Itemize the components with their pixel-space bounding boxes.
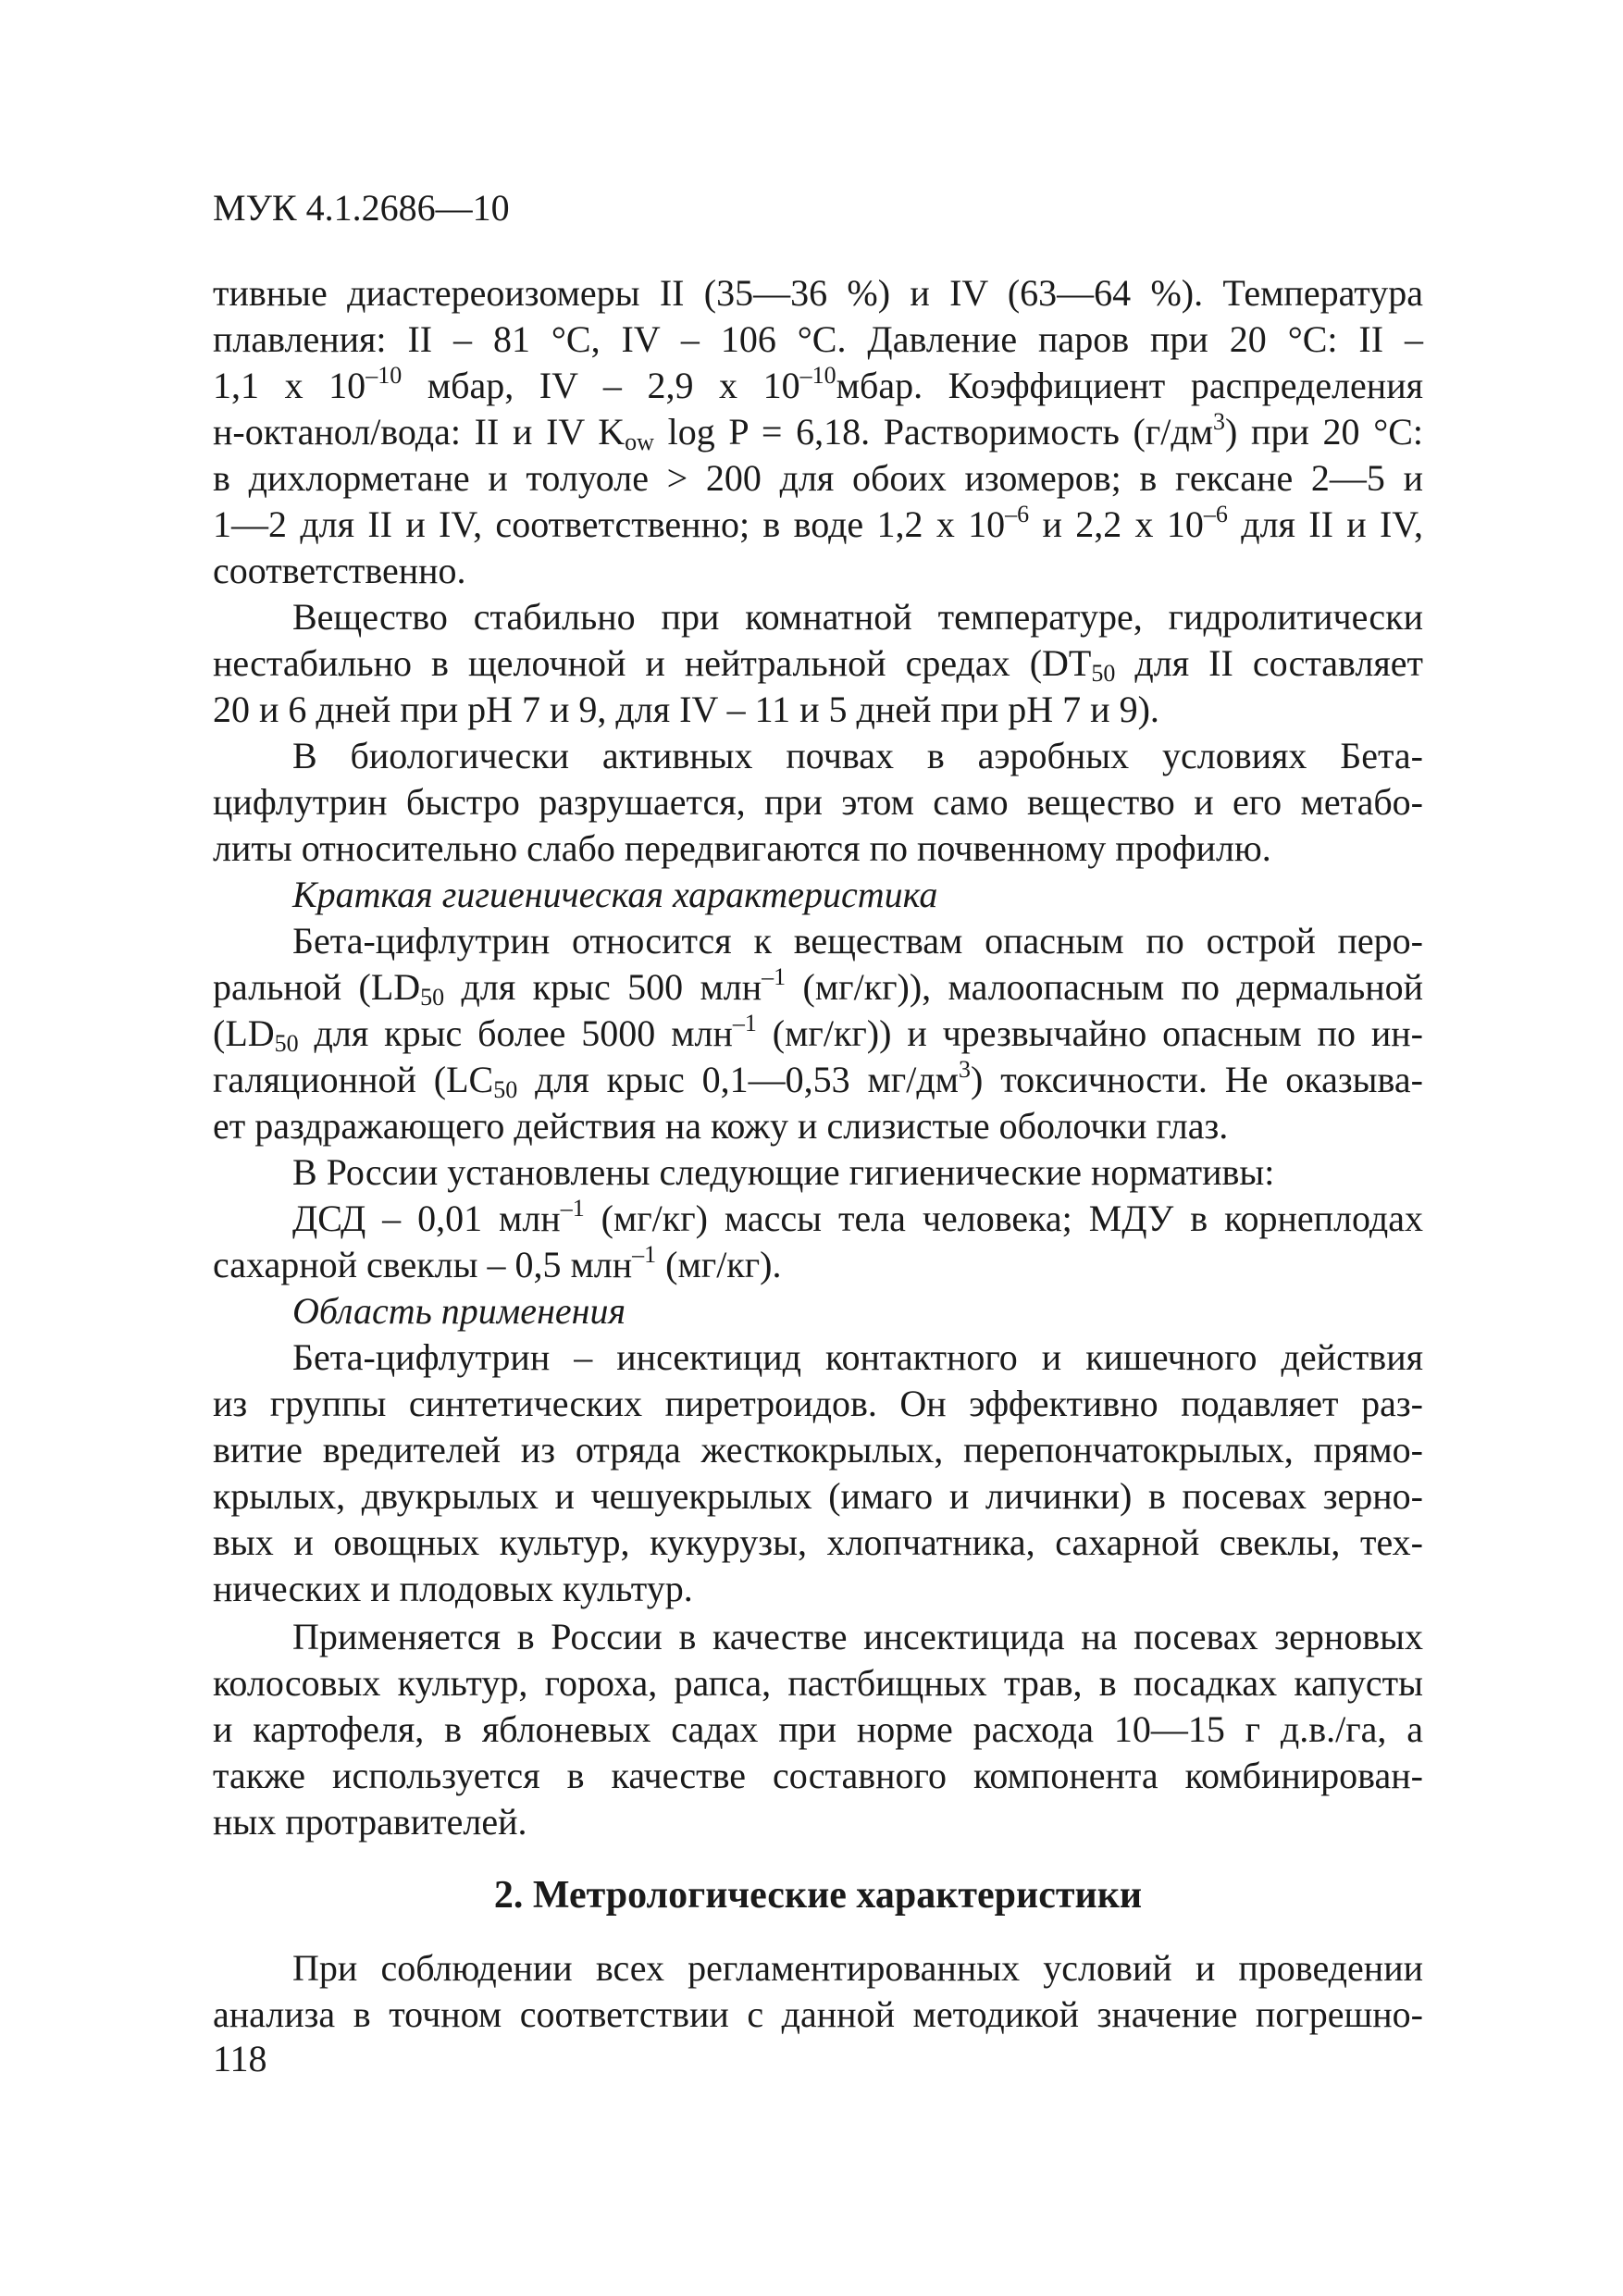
text-line: крылых, двукрылых и чешуекрылых (имаго и личинки) в посевах зерно- xyxy=(213,1475,1423,1517)
text-line: ДСД – 0,01 млн$^{-1}$ (мг/кг) массы тела человека; МДУ в корнеплодах xyxy=(292,1195,1423,1239)
text-line: тивные диастереоизомеры II (35—36 %) и IV (63—64 %). Температура xyxy=(213,272,1423,314)
text-line: анализа в точном соответствии с данной методикой значение погрешно- xyxy=(213,1993,1423,2035)
text-line: ных протравителей. xyxy=(213,1801,527,1843)
text-line: сахарной свеклы – 0,5 млн$^{-1}$ (мг/кг). xyxy=(213,1241,782,1285)
paragraph-isomer-properties xyxy=(213,270,1423,594)
subheading-hygienic-characteristics: Краткая гигиеническая характеристика xyxy=(292,874,938,915)
page-number: 118 xyxy=(213,2038,267,2079)
text-line: колосовых культур, гороха, рапса, пастбищных трав, в посадках капусты xyxy=(213,1662,1423,1704)
text-line: нических и плодовых культур. xyxy=(213,1568,693,1609)
paragraph-soil-behavior xyxy=(213,733,1423,872)
text-line: 1—2 для II и IV, соответственно; в воде 1,2 x $10^{-6}$ и 2,2 x $10^{-6}$ для II и IV, xyxy=(213,501,1424,545)
text-line: н-октанол/вода: II и IV $K_{ow}$ log P = 6,18. Растворимость $(г/дм^3)$ при 20 °С: xyxy=(213,408,1424,455)
text-line: цифлутрин быстро разрушается, при этом само вещество и его метабо- xyxy=(213,781,1423,823)
text-line: 1,1 x $10^{-10}$ мбар, IV – 2,9 x $10^{-10}мбар$. Коэффициент распределения xyxy=(213,362,1424,406)
paragraph-usage-russia xyxy=(213,1614,1423,1845)
text-line: Вещество стабильно при комнатной температуре, гидролитически xyxy=(292,596,1423,638)
text-line: В России установлены следующие гигиенические нормативы: xyxy=(292,1151,1275,1193)
text-line: ет раздражающего действия на кожу и слизистые оболочки глаз. xyxy=(213,1105,1229,1147)
text-line: вых и овощных культур, кукурузы, хлопчатника, сахарной свеклы, тех- xyxy=(213,1521,1423,1563)
text-line: Применяется в России в качестве инсектицида на посевах зерновых xyxy=(292,1616,1423,1657)
document-body xyxy=(213,270,1423,2038)
paragraph-norms-values xyxy=(213,1196,1423,1288)
text-line: 20 и 6 дней при pH 7 и 9, для IV – 11 и 5 дней при pH 7 и 9). xyxy=(213,689,1159,730)
text-line: также используется в качестве составного компонента комбинирован- xyxy=(213,1755,1423,1796)
text-line: Бета-цифлутрин относится к веществам опасным по острой перо- xyxy=(292,920,1423,962)
text-line: витие вредителей из отряда жесткокрылых, перепончатокрылых, прямо- xyxy=(213,1429,1423,1471)
paragraph-norms-intro xyxy=(213,1149,1423,1196)
paragraph-toxicity xyxy=(213,918,1423,1149)
text-line: плавления: II – 81 °С, IV – 106 °С. Давление паров при 20 °С: II – xyxy=(213,318,1423,360)
text-line: ральной ($LD_{50}$ для крыс 500 млн$^{-1}$ (мг/кг)), малоопасным по дермальной xyxy=(213,963,1424,1011)
document-code-header: МУК 4.1.2686—10 xyxy=(213,187,510,229)
text-line: Бета-цифлутрин – инсектицид контактного и кишечного действия xyxy=(292,1336,1423,1378)
subheading-scope: Область применения xyxy=(292,1290,626,1332)
text-line: нестабильно в щелочной и нейтральной средах ($DT_{50}$ для II составляет xyxy=(213,642,1424,687)
text-line: из группы синтетических пиретроидов. Он эффективно подавляет раз- xyxy=(213,1383,1423,1424)
text-line: соответственно. xyxy=(213,550,466,591)
text-line: и картофеля, в яблоневых садах при норме расхода 10—15 г д.в./га, а xyxy=(213,1708,1423,1750)
paragraph-stability xyxy=(213,594,1423,733)
text-line: в дихлорметане и толуоле > 200 для обоих изомеров; в гексане 2—5 и xyxy=(213,457,1423,499)
text-line: литы относительно слабо передвигаются по почвенному профилю. xyxy=(213,827,1271,869)
text-line: ($LD_{50}$ для крыс более 5000 млн$^{-1}$ (мг/кг)) и чрезвычайно опасным по ин- xyxy=(213,1010,1423,1057)
text-line: При соблюдении всех регламентированных условий и проведении xyxy=(292,1947,1423,1989)
paragraph-insecticide-scope xyxy=(213,1334,1423,1612)
text-line: галяционной ($LC_{50}$ для крыс 0,1—0,53 $мг/дм^3$) токсичности. Не оказыва- xyxy=(213,1056,1423,1103)
section-heading-metrological: 2. Метрологические характеристики xyxy=(493,1874,1143,1917)
text-line: В биологически активных почвах в аэробных условиях Бета- xyxy=(292,735,1423,776)
paragraph-metrology-intro xyxy=(213,1945,1423,2038)
